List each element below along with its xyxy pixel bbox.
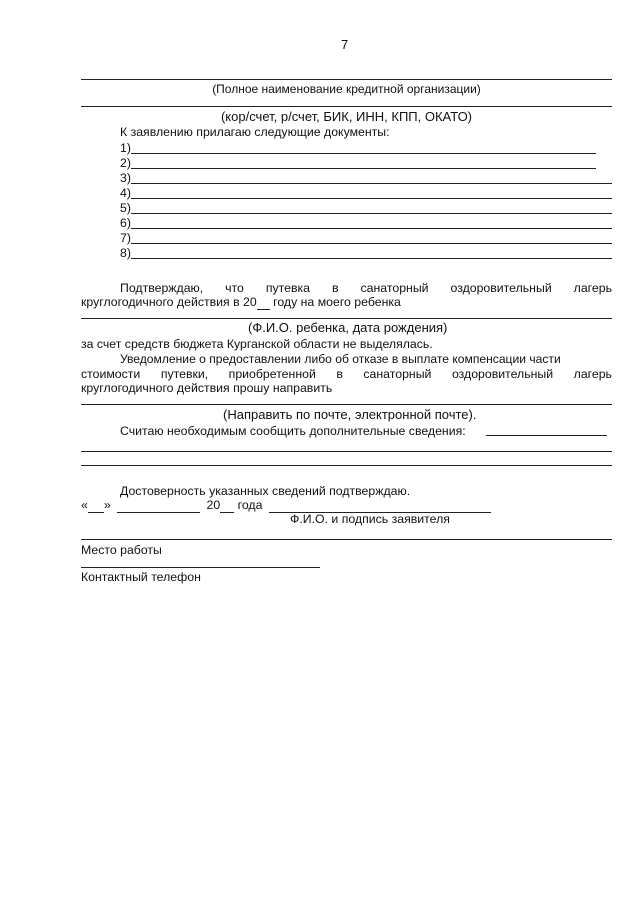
- document-item-number: 7): [120, 231, 131, 245]
- confirm-word: в: [332, 281, 339, 295]
- notice-line-2: [81, 367, 612, 381]
- workplace-top-line: [81, 539, 612, 540]
- additional-info-label: Считаю необходимым сообщить дополнительные сведения:: [120, 424, 466, 438]
- child-line: [81, 318, 612, 319]
- confirm-line-2-prefix: круглогодичного действия в 20: [81, 295, 257, 309]
- child-caption: (Ф.И.О. ребенка, дата рождения): [248, 320, 448, 335]
- credit-org-caption: (Полное наименование кредитной организации): [212, 82, 481, 96]
- confirm-word: санаторный: [360, 281, 429, 295]
- account-caption: (кор/счет, р/счет, БИК, ИНН, КПП, ОКАТО): [220, 109, 473, 124]
- attach-intro: К заявлению прилагаю следующие документы:: [120, 125, 390, 139]
- notice-line-3: круглогодичного действия прошу направить: [81, 381, 333, 395]
- document-item-number: 4): [120, 186, 131, 200]
- confirm-word: оздоровительный: [450, 281, 552, 295]
- confirm-line-2-suffix: году на моего ребенка: [269, 295, 401, 309]
- date-row: [81, 498, 491, 513]
- document-item-number: 1): [120, 141, 131, 155]
- document-item-line: [131, 243, 612, 244]
- notice-word: санаторный: [363, 367, 432, 381]
- page-number: 7: [341, 37, 349, 52]
- year-blank: [257, 295, 270, 310]
- document-item-number: 5): [120, 201, 131, 215]
- signature-caption: Ф.И.О. и подпись заявителя: [290, 512, 450, 526]
- document-item-line: [131, 168, 596, 169]
- document-item-number: 6): [120, 216, 131, 230]
- phone-label: Контактный телефон: [81, 570, 201, 584]
- notice-word: оздоровительный: [451, 367, 554, 381]
- date-year-prefix: 20: [206, 498, 221, 512]
- day-blank: [88, 498, 104, 513]
- document-item-line: [131, 183, 612, 184]
- date-year-blank: [220, 498, 234, 513]
- workplace-label: Место работы: [81, 543, 162, 557]
- date-close-quote: »: [103, 498, 111, 512]
- notice-word: в: [336, 367, 343, 381]
- document-item-line: [131, 213, 612, 214]
- account-line: [81, 106, 612, 107]
- document-item-line: [131, 228, 612, 229]
- confirm-word: путевка: [265, 281, 311, 295]
- additional-info-line: [486, 435, 607, 436]
- document-item-line: [131, 153, 596, 154]
- confirm-word: лагерь: [573, 281, 612, 295]
- phone-top-line: [81, 567, 320, 568]
- month-blank: [117, 498, 200, 513]
- document-item-number: 2): [120, 156, 131, 170]
- confirm-word: Подтверждаю,: [120, 281, 204, 295]
- notice-word: лагерь: [573, 367, 612, 381]
- notice-word: стоимости: [81, 367, 141, 381]
- credit-org-line: [81, 79, 612, 80]
- send-caption: (Направить по почте, электронной почте).: [223, 407, 477, 422]
- document-item-line: [131, 258, 612, 259]
- additional-info-line-2: [81, 451, 612, 452]
- budget-text: за счет средств бюджета Курганской области не выделялась.: [81, 337, 433, 351]
- document-item-number: 3): [120, 171, 131, 185]
- document-item-number: 8): [120, 246, 131, 260]
- date-open-quote: «: [81, 498, 88, 512]
- confirm-line-1: [120, 281, 612, 295]
- date-year-suffix: года: [237, 498, 263, 512]
- document-item-line: [131, 198, 612, 199]
- notice-word: путевки,: [160, 367, 209, 381]
- send-line: [81, 404, 612, 405]
- signature-blank: [269, 498, 491, 513]
- confirm-line-2: [81, 295, 401, 310]
- notice-word: приобретенной: [228, 367, 316, 381]
- additional-info-line-3: [81, 465, 612, 466]
- notice-line-1: Уведомление о предоставлении либо об отказе в выплате компенсации части: [120, 352, 561, 366]
- confirm-word: что: [225, 281, 244, 295]
- reliability-text: Достоверность указанных сведений подтверждаю.: [120, 484, 411, 498]
